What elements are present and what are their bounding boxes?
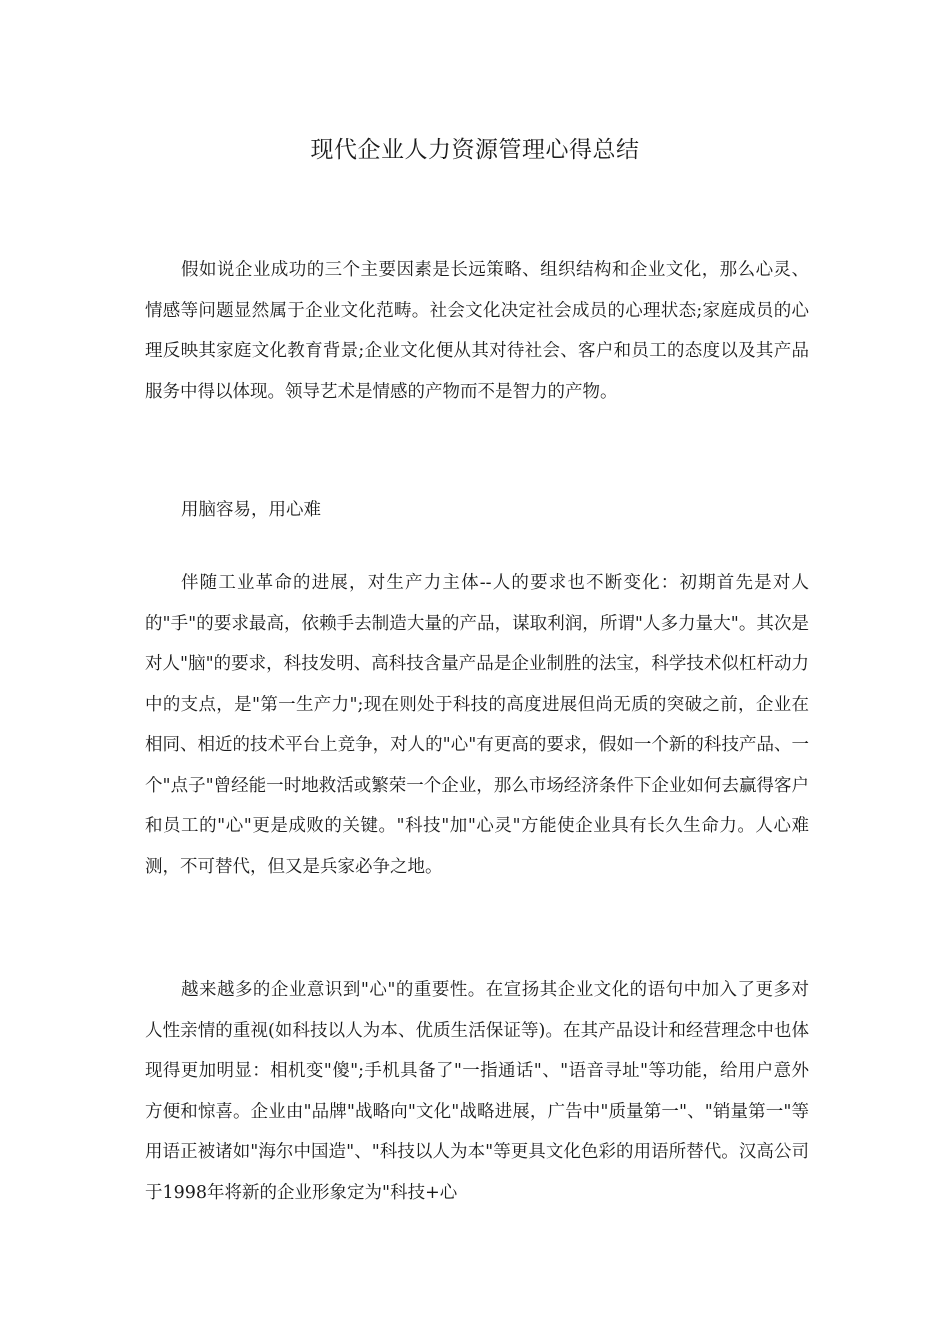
paragraph-intro: 假如说企业成功的三个主要因素是长远策略、组织结构和企业文化，那么心灵、情感等问题显然属于企业文化范畴。社会文化决定社会成员的心理状态;家庭成员的心理反映其家庭文化教育背景;企业文化便从其对待社会、客户和员工的态度以及其产品服务中得以体现。领导艺术是情感的产物而不是智力的产物。 [145,260,809,402]
paragraph-heart-importance: 越来越多的企业意识到"心"的重要性。在宣扬其企业文化的语句中加入了更多对人性亲情的重视(如科技以人为本、优质生活保证等)。在其产品设计和经营理念中也体现得更加明显：相机变"傻";手机具备了"一指通话"、"语音寻址"等功能，给用户意外方便和惊喜。企业由"品牌"战略向"文化"战略进展，广告中"质量第一"、"销量第一"等用语正被诸如"海尔中国造"、"科技以人为本"等更具文化色彩的用语所替代。汉高公司于1998年将新的企业形象定为"科技+心 [145,980,809,1203]
section-heading: 用脑容易，用心难 [181,500,321,520]
document-title: 现代企业人力资源管理心得总结 [310,137,640,163]
paragraph-industrial-revolution: 伴随工业革命的进展，对生产力主体--人的要求也不断变化：初期首先是对人的"手"的要求最高，依赖手去制造大量的产品，谋取利润，所谓"人多力量大"。其次是对人"脑"的要求，科技发明、高科技含量产品是企业制胜的法宝，科学技术似杠杆动力中的支点，是"第一生产力";现在则处于科技的高度进展但尚无质的突破之前，企业在相同、相近的技术平台上竞争，对人的"心"有更高的要求，假如一个新的科技产品、一个"点子"曾经能一时地救活或繁荣一个企业，那么市场经济条件下企业如何去赢得客户和员工的"心"更是成败的关键。"科技"加"心灵"方能使企业具有长久生命力。人心难测，不可替代，但又是兵家必争之地。 [145,573,809,877]
